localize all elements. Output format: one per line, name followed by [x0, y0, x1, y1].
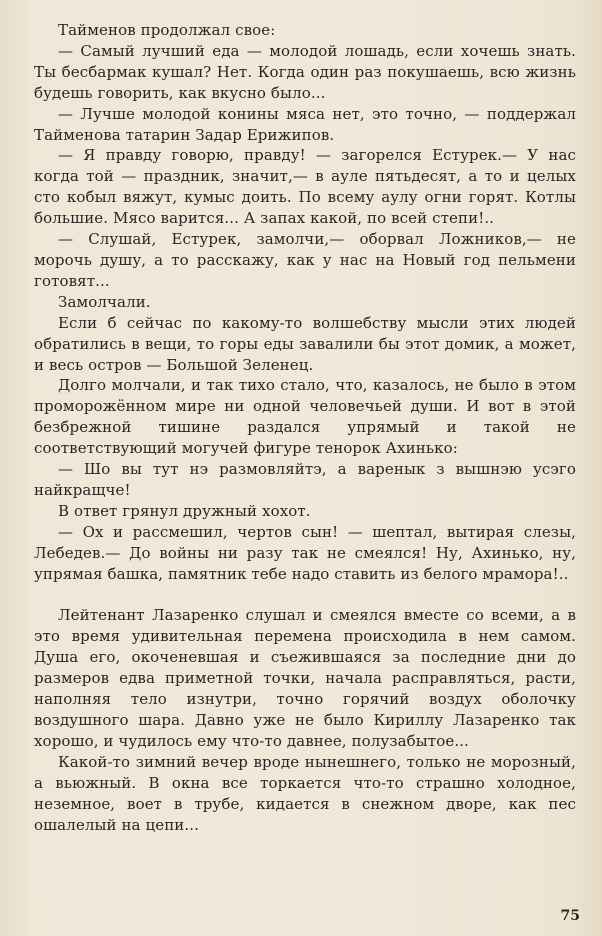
page-text — [34, 20, 576, 835]
page-number: 75 — [560, 908, 580, 924]
paragraph-1: Тайменов продолжал свое: — [58, 21, 276, 39]
paragraph-2: — Самый лучший еда — молодой лошадь, если хочешь знать. Ты бесбармак кушал? Нет. Когда один раз покушаешь, всю жизнь будешь говорить, как вкусно было... — [34, 41, 576, 102]
paragraph-5: — Слушай, Естурек, замолчи,— оборвал Ложников,— не морочь душу, а то расскажу, как у нас на Новый год пельмени готовят... — [34, 230, 576, 290]
paragraph-6: Замолчали. — [58, 292, 151, 311]
paragraph-13: Какой-то зимний вечер вроде нынешнего, только не морозный, а вьюжный. В окна все торкается что-то страшно холодное, неземное, воет в трубе, кидается в снежном дворе, как пес ошалелый на цепи... — [34, 752, 576, 834]
paragraph-12: Лейтенант Лазаренко слушал и смеялся вместе со всеми, а в это время удивительная перемена происходила в нем самом. Душа его, окоченевшая и съежившаяся за последние дни до размеров едва приметной точки, начала расправляться, расти, наполняя тело изнутри, точно горячий воздух оболочку воздушного шара. Давно уже не было Кириллу Лазаренко так хорошо, и чудилось ему что-то давнее, полузабытое... — [34, 606, 576, 750]
paragraph-10: В ответ грянул дружный хохот. — [58, 501, 311, 520]
paragraph-9: — Шо вы тут нэ размовляйтэ, а варенык з вышнэю усэго найкращче! — [34, 460, 576, 499]
paragraph-4: — Я правду говорю, правду! — загорелся Естурек.— У нас когда той — праздник, значит,— в ауле пятьдесят, а то и целых сто кобыл вяжут, кумыс доить. По всему аулу огни горят. Котлы большие. Мясо варится... А запах какой, по всей степи!.. — [34, 146, 576, 228]
paragraph-8: Долго молчали, и так тихо стало, что, казалось, не было в этом проморожённом мире ни одной человечьей души. И вот в этой безбрежной тишине раздался упрямый и такой не соответствующий могучей фигуре тенорок Ахинько: — [34, 376, 576, 458]
paragraph-7: Если б сейчас по какому-то волшебству мысли этих людей обратились в вещи, то горы еды завалили бы этот домик, а может, и весь остров — Большой Зеленец. — [34, 313, 576, 374]
paragraph-11: — Ох и рассмешил, чертов сын! — шептал, вытирая слезы, Лебедев.— До войны ни разу так не смеялся! Ну, Ахинько, ну, упрямая башка, памятник тебе надо ставить из белого мрамора!.. — [34, 522, 576, 583]
paragraph-3: — Лучше молодой конины мяса нет, это точно, — поддержал Тайменова татарин Задар Ерижипов. — [34, 104, 576, 144]
